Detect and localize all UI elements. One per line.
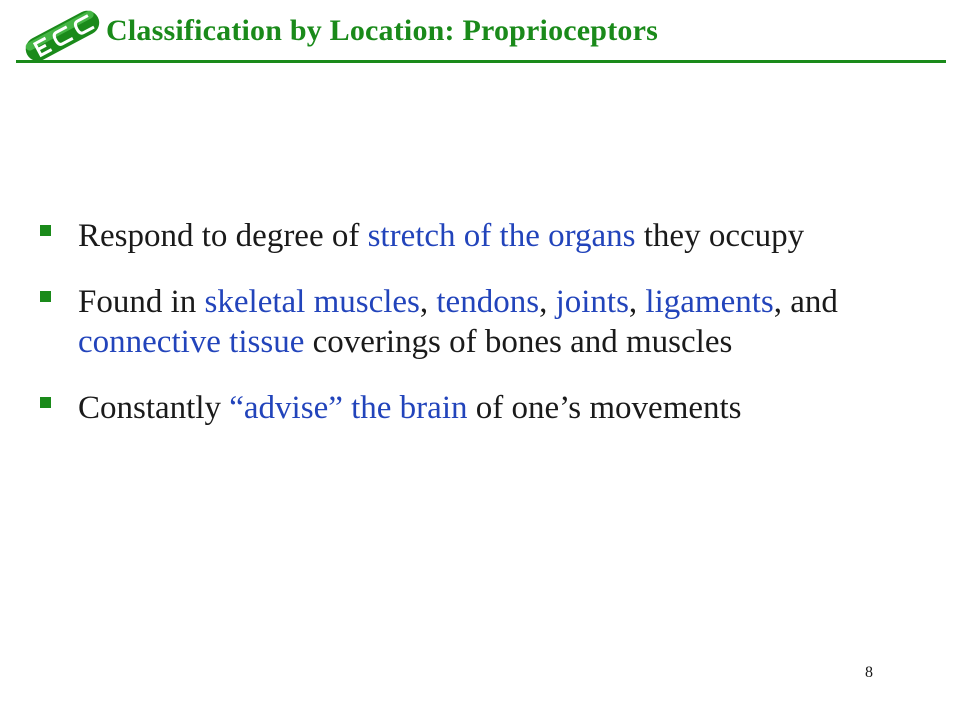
slide-header	[0, 0, 960, 70]
highlighted-term: connective tissue	[78, 324, 305, 360]
highlighted-term: ligaments	[645, 284, 774, 320]
bullet-text	[78, 388, 920, 428]
bullet-text	[78, 282, 920, 362]
bullet-segment: ,	[628, 284, 646, 320]
highlighted-term: tendons	[436, 284, 540, 320]
bullet-segment: coverings of bones and muscles	[304, 324, 733, 360]
page-number: 8	[865, 664, 873, 681]
bullet-segment: , and	[773, 284, 838, 320]
highlighted-term: skeletal muscles	[204, 284, 420, 320]
square-bullet-icon	[40, 291, 51, 302]
slide-title: Classification by Location: Proprioceptors	[106, 14, 658, 47]
ecc-logo-icon	[14, 6, 110, 64]
bullet-text	[78, 216, 920, 256]
highlighted-term: stretch of the organs	[367, 218, 636, 254]
title-underline	[16, 60, 946, 63]
square-bullet-icon	[40, 397, 51, 408]
bullet-segment: ,	[539, 284, 556, 320]
bullet-segment: Constantly	[78, 390, 230, 426]
bullet-item	[40, 388, 920, 428]
bullet-segment: they occupy	[635, 218, 805, 254]
bullet-segment: Found in	[78, 284, 205, 320]
bullet-item	[40, 216, 920, 256]
bullet-segment: Respond to degree of	[78, 218, 368, 254]
highlighted-term: joints	[555, 284, 629, 320]
bullet-segment: ,	[419, 284, 437, 320]
bullet-list	[40, 216, 920, 454]
highlighted-term: “advise” the brain	[229, 390, 468, 426]
square-bullet-icon	[40, 225, 51, 236]
bullet-segment: of one’s movements	[467, 390, 742, 426]
bullet-item	[40, 282, 920, 362]
